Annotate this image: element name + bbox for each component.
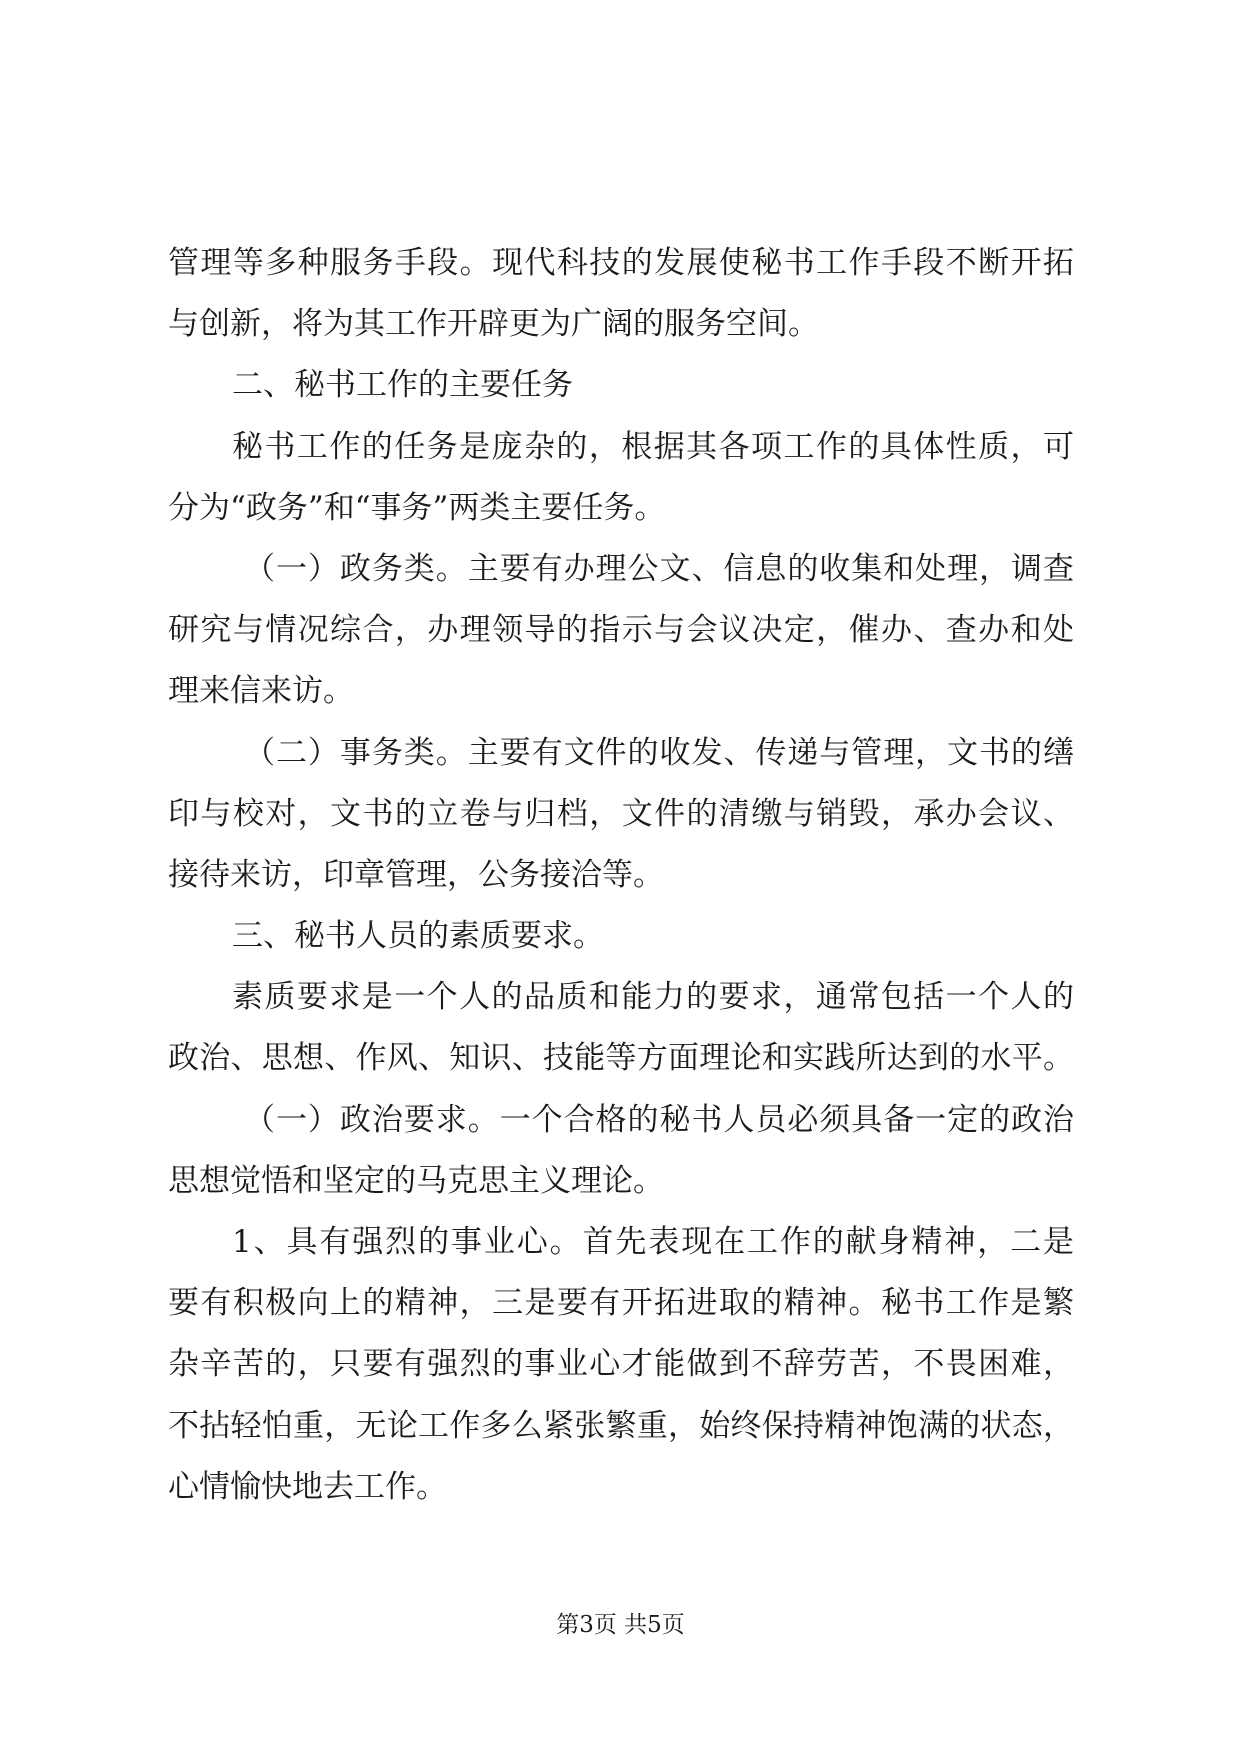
paragraph-line: 印与校对，文书的立卷与归档，文件的清缴与销毁，承办会议、 — [168, 795, 1074, 832]
paragraph-line: 不拈轻怕重，无论工作多么紧张繁重，始终保持精神饱满的状态， — [168, 1407, 1074, 1444]
paragraph-line: 管理等多种服务手段。现代科技的发展使秘书工作手段不断开拓 — [168, 245, 1074, 281]
paragraph-line: 分为“政务”和“事务”两类主要任务。 — [168, 489, 666, 526]
paragraph-line: 素质要求是一个人的品质和能力的要求，通常包括一个人的 — [232, 979, 1074, 1016]
paragraph-line: （一）政务类。主要有办理公文、信息的收集和处理，调查 — [244, 550, 1074, 587]
paragraph-line: 与创新，将为其工作开辟更为广阔的服务空间。 — [168, 306, 819, 343]
paragraph-line: 心情愉快地去工作。 — [168, 1468, 447, 1505]
paragraph-line: 研究与情况综合，办理领导的指示与会议决定，催办、查办和处 — [168, 612, 1074, 649]
paragraph-line: 秘书工作的任务是庞杂的，根据其各项工作的具体性质，可 — [232, 428, 1074, 465]
paragraph-line: 理来信来访。 — [168, 673, 354, 710]
section-heading: 三、秘书人员的素质要求。 — [232, 918, 604, 955]
section-heading: 二、秘书工作的主要任务 — [232, 367, 573, 404]
page-number-footer: 第3页 共5页 — [556, 1612, 685, 1638]
paragraph-line: 政治、思想、作风、知识、技能等方面理论和实践所达到的水平。 — [168, 1040, 1074, 1077]
document-body — [168, 233, 1074, 1518]
paragraph-line: 1、具有强烈的事业心。首先表现在工作的献身精神，二是 — [232, 1224, 1074, 1260]
paragraph-line: 思想觉悟和坚定的马克思主义理论。 — [168, 1162, 664, 1199]
paragraph-line: 要有积极向上的精神，三是要有开拓进取的精神。秘书工作是繁 — [168, 1285, 1074, 1322]
paragraph-line: （一）政治要求。一个合格的秘书人员必须具备一定的政治 — [244, 1101, 1074, 1138]
paragraph-line: 杂辛苦的，只要有强烈的事业心才能做到不辞劳苦，不畏困难， — [168, 1346, 1074, 1383]
paragraph-line: 接待来访，印章管理，公务接洽等。 — [168, 856, 664, 893]
paragraph-line: （二）事务类。主要有文件的收发、传递与管理，文书的缮 — [244, 734, 1074, 771]
